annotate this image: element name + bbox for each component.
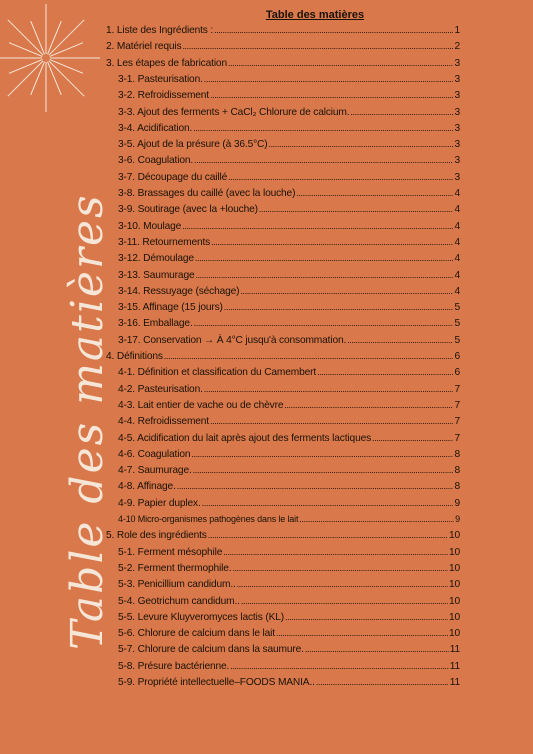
toc-entry-page-number: 6 (454, 351, 460, 362)
dot-leader (305, 644, 449, 654)
dot-leader (350, 107, 453, 117)
toc-entry-page-number: 1 (454, 25, 460, 36)
toc-entry-page-number: 7 (454, 383, 460, 395)
toc-entry[interactable] (118, 612, 460, 626)
toc-entry-page-number: 3 (454, 73, 460, 85)
dot-leader (193, 123, 453, 133)
toc-entry[interactable] (118, 74, 460, 88)
toc-entry-label: 4-2. Pasteurisation. (118, 383, 203, 395)
toc-entry-label: 4-10 Micro-organismes pathogènes dans le lait (118, 514, 299, 524)
dot-leader (210, 416, 453, 426)
toc-entry-label: 5-4. Geotrichum candidum.. (118, 595, 240, 607)
dot-leader (223, 547, 448, 557)
toc-entry-label: 3-17. Conservation → À 4°C jusqu'à consommation. (118, 334, 347, 346)
toc-entry[interactable] (118, 155, 460, 169)
toc-entry[interactable] (118, 433, 460, 447)
toc-entry[interactable] (118, 270, 460, 284)
toc-entry[interactable] (118, 384, 460, 398)
toc-entry[interactable] (118, 465, 460, 479)
toc-entry-label: 3-10. Moulage (118, 220, 182, 232)
toc-entry-label: 4-3. Lait entier de vache ou de chèvre (118, 399, 284, 411)
toc-entry-label: 5-1. Ferment mésophile (118, 546, 223, 558)
toc-entry-label: 4-7. Saumurage. (118, 465, 192, 477)
toc-entry-label: 4. Définitions (106, 351, 163, 362)
toc-entry-page-number: 10 (448, 562, 460, 574)
toc-entry[interactable] (106, 351, 460, 365)
toc-entry[interactable] (118, 628, 460, 642)
toc-entry[interactable] (106, 58, 460, 72)
toc-entry-label: 3-1. Pasteurisation. (118, 73, 203, 85)
toc-entry[interactable] (118, 449, 460, 463)
toc-entry-label: 3-14. Ressuyage (séchage) (118, 285, 240, 297)
toc-entry-page-number: 3 (454, 139, 460, 151)
toc-entry[interactable] (118, 172, 460, 186)
toc-entry[interactable] (118, 481, 460, 495)
toc-entry-page-number: 3 (454, 90, 460, 102)
dot-leader (204, 384, 454, 394)
toc-entry-page-number: 3 (454, 106, 460, 118)
toc-entry-label: 3-2. Refroidissement (118, 90, 209, 102)
toc-entry-page-number: 11 (449, 644, 460, 656)
dot-leader (347, 335, 453, 345)
toc-entry-page-number: 4 (454, 204, 460, 216)
toc-entry-page-number: 3 (454, 57, 460, 69)
toc-entry-label: 3-3. Ajout des ferments + CaCl₂ Chlorure de calcium. (118, 106, 350, 118)
side-title-script: Table des matières (62, 193, 113, 650)
toc-entry-label: 4-5. Acidification du lait après ajout des ferments lactiques (118, 432, 372, 444)
toc-entry-label: 3-16. Emballage. (118, 318, 193, 330)
toc-entry-page-number: 8 (454, 481, 460, 493)
dot-leader (276, 628, 448, 638)
toc-entry-page-number: 4 (454, 236, 460, 248)
toc-entry-page-number: 10 (448, 628, 460, 640)
toc-entry[interactable] (118, 547, 460, 561)
dot-leader (285, 612, 448, 622)
toc-entry-label: 5-8. Présure bactérienne. (118, 660, 230, 672)
toc-entry[interactable] (118, 661, 460, 675)
toc-entry[interactable] (118, 302, 460, 316)
dot-leader (268, 139, 453, 149)
dot-leader (194, 155, 453, 165)
toc-entry-page-number: 7 (454, 432, 460, 444)
toc-entry-page-number: 8 (454, 448, 460, 460)
toc-entry[interactable] (118, 139, 460, 153)
toc-entry-page-number: 4 (454, 269, 460, 281)
toc-entry-page-number: 11 (449, 677, 460, 688)
toc-entry-page-number: 7 (454, 399, 460, 411)
toc-entry-page-number: 3 (454, 171, 460, 183)
toc-entry-label: 3-8. Brassages du caillé (avec la louche) (118, 188, 296, 199)
dot-leader (182, 41, 453, 51)
toc-entry[interactable] (118, 677, 460, 691)
dot-leader (228, 172, 453, 182)
dot-leader (224, 302, 454, 312)
toc-entry[interactable] (118, 563, 460, 577)
toc-entry-label: 4-1. Définition et classification du Camembert (118, 367, 317, 379)
toc-entry-page-number: 10 (448, 611, 460, 623)
toc-entry[interactable] (118, 253, 460, 267)
dot-leader (228, 58, 454, 68)
toc-entry[interactable] (118, 579, 460, 593)
toc-entry[interactable] (106, 530, 460, 544)
toc-entry-page-number: 8 (454, 465, 460, 477)
dot-leader (296, 188, 453, 198)
dot-leader (195, 253, 454, 263)
page-title: Table des matières (265, 9, 365, 21)
toc-entry[interactable] (118, 498, 460, 512)
toc-entry[interactable] (118, 400, 460, 414)
toc-entry[interactable] (118, 237, 460, 251)
dot-leader (204, 74, 454, 84)
dot-leader (164, 351, 454, 361)
toc-entry[interactable] (118, 416, 460, 430)
toc-entry-label: 4-6. Coagulation (118, 448, 191, 460)
toc-entry-page-number: 4 (454, 188, 460, 199)
toc-entry[interactable] (118, 514, 460, 528)
dot-leader (372, 433, 453, 443)
toc-entry[interactable] (106, 25, 460, 39)
toc-entry[interactable] (118, 188, 460, 202)
dot-leader (208, 530, 448, 540)
dot-leader (195, 270, 453, 280)
dot-leader (210, 90, 453, 100)
toc-entry-page-number: 6 (454, 367, 460, 379)
dot-leader (237, 579, 448, 589)
toc-entry-page-number: 3 (454, 155, 460, 167)
toc-entry[interactable] (118, 204, 460, 218)
toc-entry-label: 3-9. Soutirage (avec la +louche) (118, 204, 258, 216)
toc-entry-label: 5. Role des ingrédients (106, 530, 207, 542)
toc-entry-label: 5-9. Propriété intellectuelle–FOODS MANIA.. (118, 677, 315, 688)
toc-entry-label: 3-13. Saumurage (118, 269, 195, 281)
toc-entry-page-number: 11 (449, 660, 460, 672)
toc-entry-label: 1. Liste des Ingrédients : (106, 25, 214, 36)
dot-leader (230, 661, 449, 671)
dot-leader (214, 25, 453, 35)
dot-leader (299, 514, 454, 524)
toc-entry-label: 5-5. Levure Kluyveromyces lactis (KL) (118, 611, 285, 623)
toc-entry-label: 4-8. Affinage. (118, 481, 176, 493)
toc-entry[interactable] (118, 318, 460, 332)
toc-entry-label: 3-11. Retournements (118, 236, 211, 248)
toc-entry[interactable] (118, 644, 460, 658)
dot-leader (241, 596, 448, 606)
toc-entry-label: 3-4. Acidification. (118, 122, 193, 134)
toc-entry[interactable] (118, 596, 460, 610)
toc-entry-page-number: 9 (455, 514, 460, 524)
toc-entry-page-number: 10 (448, 546, 460, 558)
toc-entry-label: 3-15. Affinage (15 jours) (118, 302, 223, 314)
toc-entry-page-number: 10 (448, 579, 460, 591)
dot-leader (211, 237, 453, 247)
toc-entry-page-number: 2 (454, 41, 460, 53)
toc-entry-label: 3. Les étapes de fabrication (106, 57, 227, 69)
toc-entry[interactable] (118, 90, 460, 104)
toc-entry-label: 5-7. Chlorure de calcium dans la saumure. (118, 644, 304, 656)
toc-entry-page-number: 10 (448, 595, 460, 607)
toc-entry[interactable] (118, 123, 460, 137)
dot-leader (193, 465, 454, 475)
toc-entry-label: 5-3. Penicillium candidum.. (118, 579, 236, 591)
dot-leader (240, 286, 453, 296)
dot-leader (317, 367, 453, 377)
dot-leader (284, 400, 453, 410)
toc-entry-label: 4-9. Papier duplex. (118, 497, 201, 509)
toc-entry[interactable] (118, 335, 460, 349)
toc-entry-label: 5-6. Chlorure de calcium dans le lait (118, 628, 275, 640)
toc-entry-page-number: 4 (454, 220, 460, 232)
toc-entry-page-number: 10 (448, 530, 460, 542)
toc-entry-label: 3-12. Démoulage (118, 253, 194, 265)
dot-leader (182, 221, 453, 231)
sunburst-decoration (0, 0, 120, 120)
dot-leader (177, 481, 454, 491)
toc-entry-page-number: 5 (454, 318, 460, 330)
toc-entry-page-number: 9 (454, 497, 460, 509)
toc-entry-label: 3-7. Découpage du caillé (118, 171, 228, 183)
toc-entry-page-number: 5 (454, 302, 460, 314)
toc-entry[interactable] (118, 107, 460, 121)
toc-entry-page-number: 7 (454, 416, 460, 428)
dot-leader (316, 677, 449, 687)
toc-entry-page-number: 5 (454, 334, 460, 346)
dot-leader (259, 204, 454, 214)
toc-entry-page-number: 4 (454, 253, 460, 265)
toc-entry[interactable] (118, 286, 460, 300)
toc-entry-label: 3-5. Ajout de la présure (à 36.5°C) (118, 139, 268, 151)
dot-leader (232, 563, 447, 573)
dot-leader (194, 318, 454, 328)
toc-entry[interactable] (118, 367, 460, 381)
dot-leader (191, 449, 453, 459)
toc-entry-label: 2. Matériel requis (106, 41, 182, 53)
toc-entry-label: 5-2. Ferment thermophile. (118, 562, 232, 574)
dot-leader (202, 498, 454, 508)
toc-entry-label: 3-6. Coagulation. (118, 155, 194, 167)
toc-entry-page-number: 3 (454, 122, 460, 134)
toc-entry[interactable] (106, 41, 460, 55)
toc-entry-label: 4-4. Refroidissement (118, 416, 209, 428)
toc-entry-page-number: 4 (454, 285, 460, 297)
toc-entry[interactable] (118, 221, 460, 235)
